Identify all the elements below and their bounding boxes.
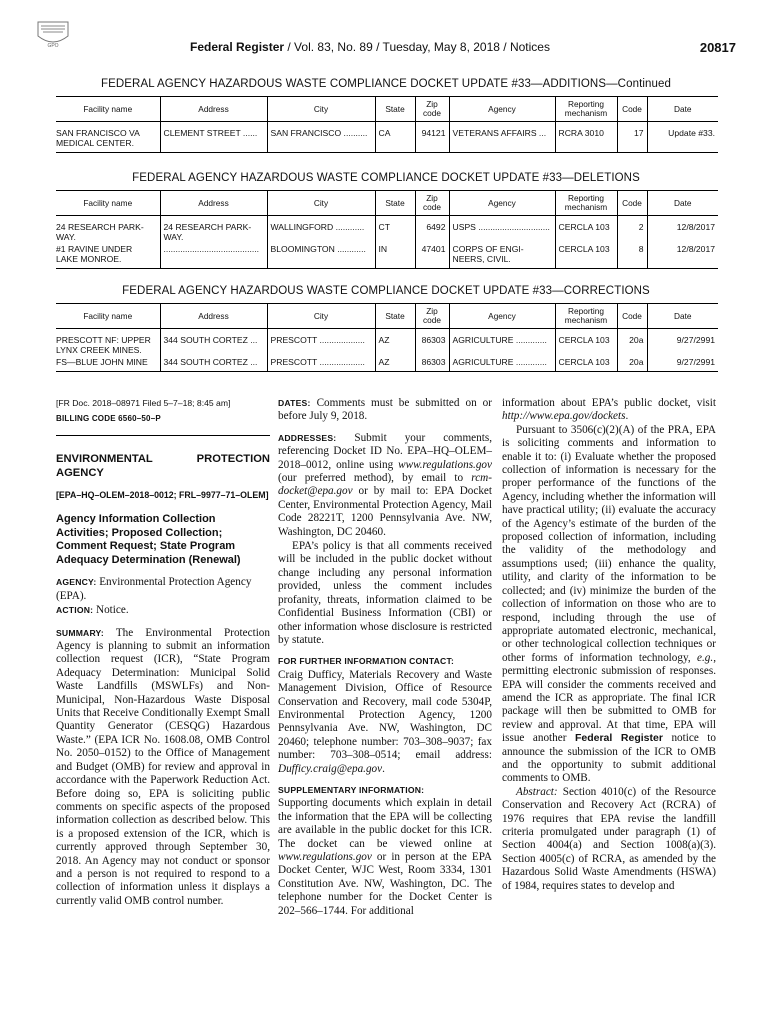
contact-paragraph: Craig Dufficy, Materials Recovery and Waste Management Division, Office of Resource Conservation and Recovery, mail code 5304P, Environmental Protection Agency, 1200 Pennsylvania Ave. NW, Washington, DC 20460; telephone number: 703–308–9037; fax number: 703–308–0514; email address: Dufficy.craig@epa.gov. [278, 668, 492, 775]
docket-email-link[interactable]: rcm-docket@epa.gov [278, 472, 492, 498]
dates-field: DATES: Comments must be submitted on or before July 9, 2018. [278, 397, 492, 423]
column-header: Zip code [415, 304, 449, 329]
column-header: State [375, 191, 415, 216]
column-header: City [267, 304, 375, 329]
table-cell: AGRICULTURE ............. [449, 356, 555, 372]
page-number: 20817 [699, 40, 736, 55]
table-cell: AGRICULTURE ............. [449, 329, 555, 357]
table-cell: PRESCOTT ................... [267, 329, 375, 357]
column-header: Code [617, 97, 647, 122]
column-header: Agency [449, 304, 555, 329]
table-cell: 86303 [415, 356, 449, 372]
table-title-deletions: FEDERAL AGENCY HAZARDOUS WASTE COMPLIANCE DOCKET UPDATE #33—DELETIONS [132, 172, 640, 184]
corrections-table [56, 303, 718, 372]
column-header: Address [160, 191, 267, 216]
supplementary-label: SUPPLEMENTARY INFORMATION: [278, 784, 425, 795]
column-header: City [267, 97, 375, 122]
table-cell: SAN FRANCISCO .......... [267, 122, 375, 153]
table-cell: USPS .............................. [449, 216, 555, 244]
column-1 [56, 397, 270, 908]
regulations-gov-link-2[interactable]: www.regulations.gov [278, 851, 372, 863]
column-header: Agency [449, 191, 555, 216]
regulations-gov-link[interactable]: www.regulations.gov [398, 458, 492, 471]
table-cell: AZ [375, 356, 415, 372]
table-title-additions: FEDERAL AGENCY HAZARDOUS WASTE COMPLIANCE DOCKET UPDATE #33—ADDITIONS—Continued [100, 78, 672, 90]
table-cell: 47401 [415, 243, 449, 269]
table-cell: 12/8/2017 [647, 243, 718, 269]
fr-doc-line: [FR Doc. 2018–08971 Filed 5–7–18; 8:45 am] [56, 398, 231, 408]
table-cell: AZ [375, 329, 415, 357]
issue-details: / Vol. 83, No. 89 / Tuesday, May 8, 2018 / Notices [284, 40, 550, 54]
column-header: Address [160, 304, 267, 329]
table-cell: CT [375, 216, 415, 244]
table-cell: 344 SOUTH CORTEZ ... [160, 356, 267, 372]
table-cell: PRESCOTT NF: UPPER LYNX CREEK MINES. [56, 335, 151, 355]
column-header: Date [647, 97, 718, 122]
summary-paragraph: SUMMARY: The Environmental Protection Agency is planning to submit an information collection request (ICR), “State Program Adequacy Determination: Municipal Solid Waste Landfills (MSWLFs) and Non-Municipal, Non-Hazardous Waste Disposal Units that Receive Conditionally Exempt Small Quantity Generator (CESQG) Hazardous Waste.” (EPA ICR No. 1608.08, OMB Control No. 2050–0152) to the Office of Management and Budget (OMB) for review and approval in accordance with the Paperwork Reduction Act. Before doing so, EPA is soliciting public comments on specific aspects of the proposed information collection as described below. This is a proposed extension of the ICR, which is currently approved through September 30, 2018. An Agency may not conduct or sponsor and a person is not required to respond to a collection of information unless it displays a currently valid OMB control number. [56, 626, 270, 907]
table-cell: CERCLA 103 [555, 356, 617, 372]
additions-table [56, 96, 718, 153]
addresses-field: ADDRESSES: Submit your comments, referencing Docket ID No. EPA–HQ–OLEM–2018–0012, online using www.regulations.gov (our preferred method), by email to rcm-docket@epa.gov or by mail to: EPA Docket Center, Environmental Protection Agency, Mail Code 28221T, 1200 Pennsylvania Ave. NW, Washington, DC 20460. [278, 431, 492, 538]
table-cell: 24 RESEARCH PARK- WAY. [56, 222, 144, 242]
action-field: ACTION: Notice. [56, 604, 129, 617]
table-cell: CLEMENT STREET ...... [160, 122, 267, 153]
table-cell: Update #33. [647, 122, 718, 153]
table-row [56, 329, 718, 357]
table-cell: 20a [617, 356, 647, 372]
table-cell: 9/27/2991 [647, 329, 718, 357]
table-cell: FS—BLUE JOHN MINE [56, 356, 160, 372]
contact-label: FOR FURTHER INFORMATION CONTACT: [278, 656, 455, 667]
column-header: Code [617, 304, 647, 329]
column-header: Date [647, 304, 718, 329]
column-header: Reporting mechanism [555, 97, 617, 122]
table-cell: 12/8/2017 [647, 216, 718, 244]
table-cell: 6492 [415, 216, 449, 244]
table-cell: 94121 [415, 122, 449, 153]
table-cell: 9/27/2991 [647, 356, 718, 372]
column-header: Zip code [415, 97, 449, 122]
gpo-authenticated-seal-icon [32, 16, 74, 50]
table-cell: PRESCOTT ................... [267, 356, 375, 372]
table-row [56, 122, 718, 153]
table-cell: 17 [617, 122, 647, 153]
billing-code: BILLING CODE 6560–50–P [56, 414, 161, 423]
table-cell: 20a [617, 329, 647, 357]
table-row [56, 216, 718, 244]
table-cell: ........................................ [160, 243, 267, 269]
table-cell: 2 [617, 216, 647, 244]
column-header: Agency [449, 97, 555, 122]
column-header: Zip code [415, 191, 449, 216]
table-cell: CERCLA 103 [555, 329, 617, 357]
column-3 [502, 397, 716, 893]
table-cell: RCRA 3010 [555, 122, 617, 153]
epa-dockets-link[interactable]: http://www.epa.gov/dockets [502, 410, 626, 423]
table-cell: 8 [617, 243, 647, 269]
column-header: Date [647, 191, 718, 216]
supplementary-paragraph: Supporting documents which explain in detail the information that the EPA will be collecting are available in the public docket for this ICR. The docket can be viewed online at www.regulations.gov or in person at the EPA Docket Center, WJC West, Room 3334, 1301 Constitution Ave. NW, Washington, DC. The telephone number for the Docket Center is 202–566–1744. For additional [278, 797, 492, 917]
table-cell: 24 RESEARCH PARK- WAY. [160, 216, 267, 244]
docket-number: [EPA–HQ–OLEM–2018–0012; FRL–9977–71–OLEM] [56, 490, 269, 501]
column-header: Facility name [56, 97, 160, 122]
docket-info-paragraph: information about EPA’s public docket, visit http://www.epa.gov/dockets. [502, 397, 716, 423]
table-row [56, 356, 718, 372]
table-cell: BLOOMINGTON ............ [267, 243, 375, 269]
table-cell: 86303 [415, 329, 449, 357]
column-2 [278, 397, 492, 918]
table-cell: CERCLA 103 [555, 243, 617, 269]
table-title-corrections: FEDERAL AGENCY HAZARDOUS WASTE COMPLIANCE DOCKET UPDATE #33—CORRECTIONS [122, 285, 650, 297]
column-header: Facility name [56, 191, 160, 216]
table-cell: 344 SOUTH CORTEZ ... [160, 329, 267, 357]
deletions-table [56, 190, 718, 269]
table-cell: SAN FRANCISCO VA MEDICAL CENTER. [56, 122, 160, 153]
table-row [56, 243, 718, 269]
table-cell: WALLINGFORD ............ [267, 216, 375, 244]
abstract-paragraph: Abstract: Section 4010(c) of the Resource Conservation and Recovery Act (RCRA) of 1976 requires that EPA revise the landfill criteria promulgated under paragraph (1) of Section 4004(a) and Section 1008(a)(3). Section 4005(c) of RCRA, as amended by the Hazardous Solid Waste Amendments (HSWA) of 1984, requires states to develop and [502, 785, 716, 892]
table-cell: VETERANS AFFAIRS ... [449, 122, 555, 153]
policy-paragraph: EPA’s policy is that all comments received will be included in the public docket without change including any personal information provided, unless the comment includes profanity, threats, information claimed to be Confidential Business Information (CBI) or other information whose disclosure is restricted by statute. [278, 540, 492, 646]
column-header: Address [160, 97, 267, 122]
table-cell: CA [375, 122, 415, 153]
column-header: Reporting mechanism [555, 191, 617, 216]
running-header [190, 40, 736, 58]
section-divider [56, 435, 270, 436]
agency-field: AGENCY: Environmental Protection Agency (EPA). [56, 576, 252, 602]
column-header: Code [617, 191, 647, 216]
column-header: Reporting mechanism [555, 304, 617, 329]
column-header: City [267, 191, 375, 216]
svg-text:GPO: GPO [47, 43, 59, 49]
table-cell: CERCLA 103 [555, 216, 617, 244]
column-header: Facility name [56, 304, 160, 329]
agency-heading: ENVIRONMENTAL PROTECTION AGENCY [56, 453, 270, 480]
publication-name: Federal Register [190, 40, 285, 54]
table-cell: CORPS OF ENGI- NEERS, CIVIL. [449, 243, 555, 269]
table-cell: #1 RAVINE UNDER LAKE MONROE. [56, 243, 160, 269]
document-title: Agency Information Collection Activities; Proposed Collection; Comment Request; State Program Adequacy Determination (Renewal) [56, 513, 241, 566]
pra-paragraph: Pursuant to 3506(c)(2)(A) of the PRA, EPA is soliciting comments and information to enable it to: (i) Evaluate whether the proposed collection of information is necessary for the proper performance of the functions of the Agency, including whether the information will have practical utility; (ii) evaluate the accuracy of the Agency’s estimate of the burden of the proposed collection of information, including the validity of the methodology and assumptions used; (iii) enhance the quality, utility, and clarity of the information to be collected; and (iv) minimize the burden of the collection of information on those who are to respond, including through the use of appropriate automated electronic, mechanical, or other technological collection techniques or other forms of information technology, e.g., permitting electronic submission of responses. EPA will consider the comments received and amend the ICR as appropriate. The final ICR package will then be submitted to OMB for review and approval. At that time, EPA will issue another Federal Register notice to announce the submission of the ICR to OMB and the opportunity to submit additional comments to OMB. [502, 423, 716, 785]
table-cell: IN [375, 243, 415, 269]
column-header: State [375, 304, 415, 329]
contact-email-link[interactable]: Dufficy.craig@epa.gov [278, 762, 383, 775]
column-header: State [375, 97, 415, 122]
